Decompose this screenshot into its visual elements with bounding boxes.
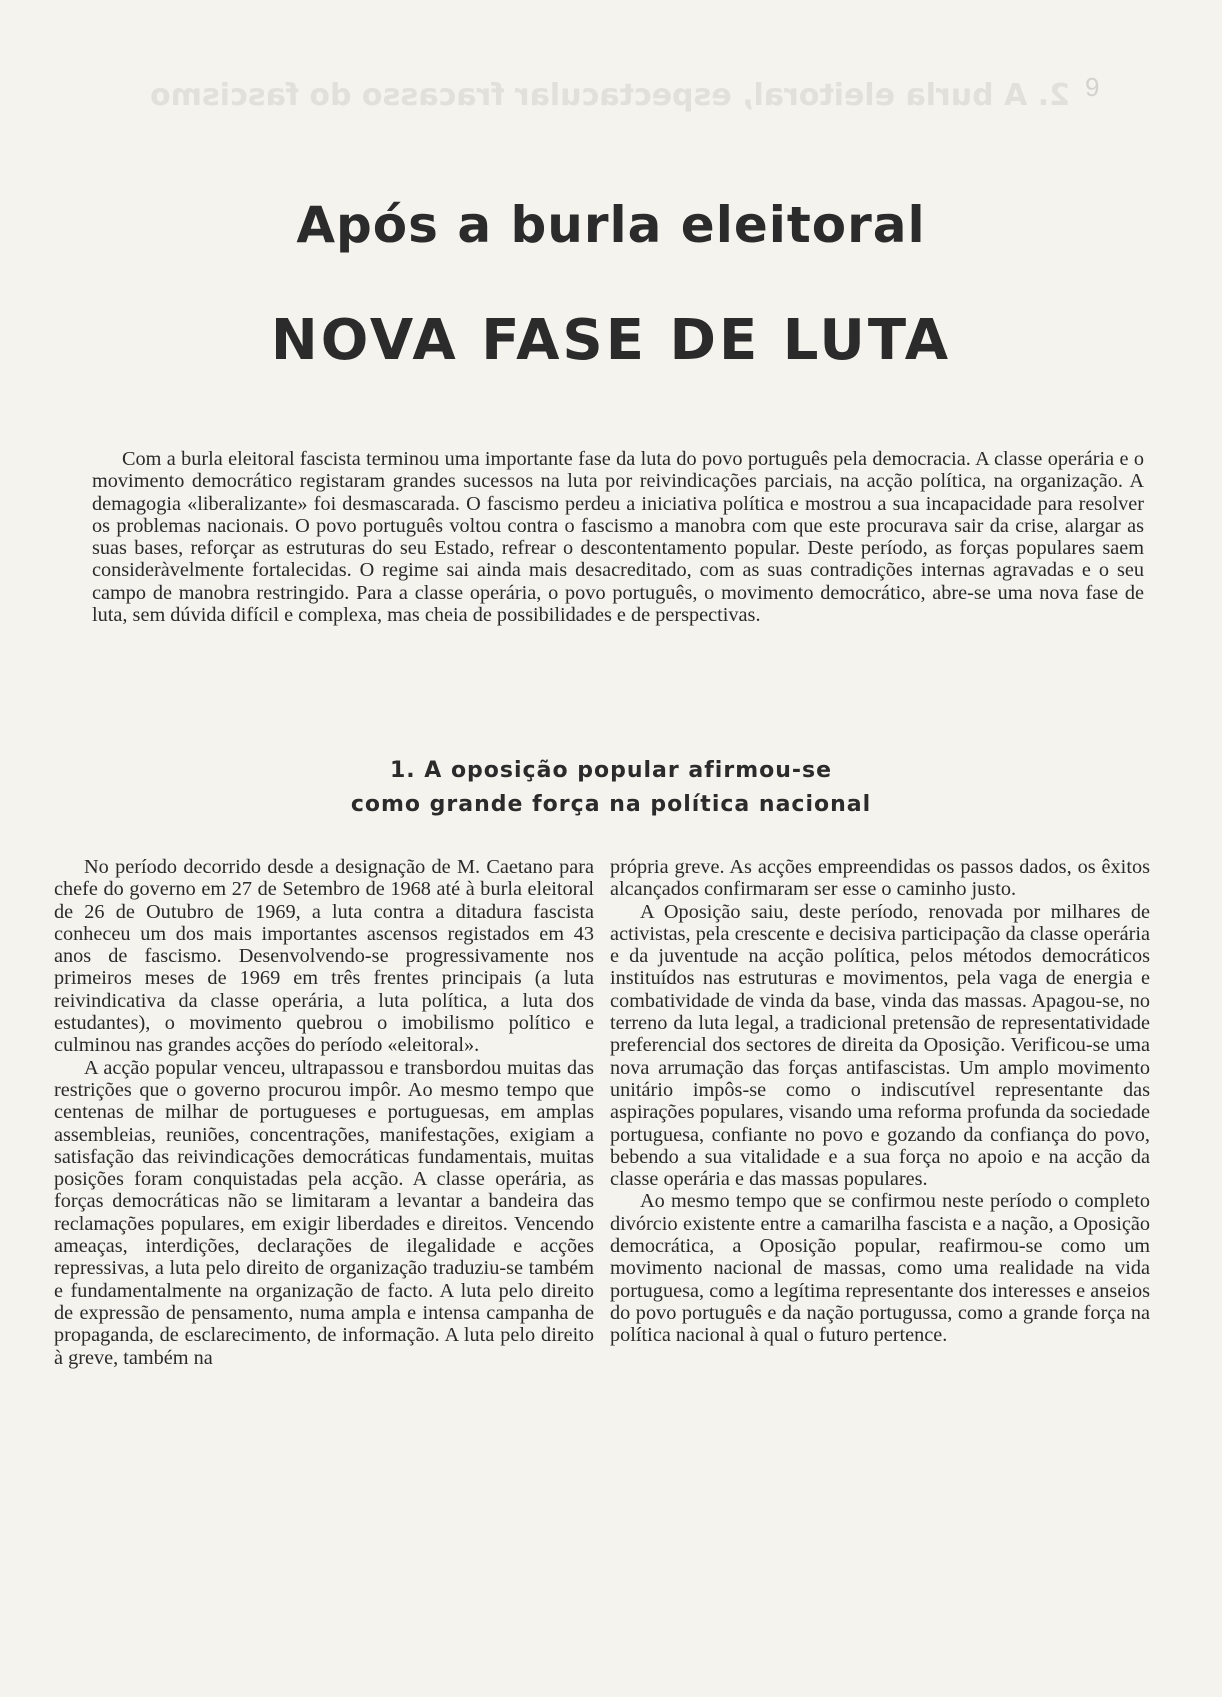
left-column [54, 856, 594, 1369]
intro-paragraph: Com a burla eleitoral fascista terminou uma importante fase da luta do povo português pela democracia. A classe operária e o movimento democrático registaram grandes sucessos na luta por reivindicações parciais, na acção política, na organização. A demagogia «liberalizante» foi desmascarada. O fascismo perdeu a iniciativa política e mostrou a sua incapacidade para resolver os problemas nacionais. O povo português voltou contra o fascismo a manobra com que este procurava sair da crise, alargar as suas bases, reforçar as estruturas do seu Estado, refrear o descontentamento popular. Deste período, as forças populares saem consideràvelmente fortalecidas. O regime sai ainda mais desacreditado, com as suas contradições internas agravadas e o seu campo de manobra restringido. Para a classe operária, o povo português, o movimento democrático, abre-se uma nova fase de luta, sem dúvida difícil e complexa, mas cheia de possibilidades e de perspectivas. [92, 448, 1144, 627]
headline-line-2: NOVA FASE DE LUTA [270, 308, 952, 373]
paragraph: A acção popular venceu, ultrapassou e transbordou muitas das restrições que o governo procurou impôr. Ao mesmo tempo que centenas de milhar de portugueses e portuguesas, em amplas assembleias, reuniões, concentrações, manifestações, exigiam a satisfação das reivindicações democráticas fundamentais, muitas posições foram conquistadas pela acção. A classe operária, as forças democráticas não se limitaram a levantar a bandeira das reclamações populares, em exigir liberdades e direitos. Vencendo ameaças, interdições, declarações de ilegalidade e acções repressivas, a luta pelo direito de organização traduziu-se também e fundamentalmente na organização de facto. A luta pelo direito de expressão de pensamento, numa ampla e intensa campanha de propaganda, de esclarecimento, de informação. A luta pelo direito à greve, também na [54, 1056, 594, 1369]
headline-line-1: Após a burla eleitoral [296, 196, 926, 254]
paragraph: No período decorrido desde a designação de M. Caetano para chefe do governo em 27 de Setembro de 1968 até à burla eleitoral de 26 de Outubro de 1969, a luta contra a ditadura fascista conheceu um dos mais importantes ascensos registados em 43 anos de fascismo. Desenvolvendo-se progressivamente nos primeiros meses de 1969 em três frentes principais (a luta reivindicativa da classe operária, a luta política, a luta dos estudantes), o movimento quebrou o imobilismo político e culminou nas grandes acções do período «eleitoral». [54, 856, 594, 1057]
paragraph: própria greve. As acções empreendidas os passos dados, os êxitos alcançados confirmaram ser esse o caminho justo. [610, 856, 1150, 901]
paragraph: Ao mesmo tempo que se confirmou neste período o completo divórcio existente entre a camarilha fascista e a nação, a Oposição democrática, a Oposição popular, reafirmou-se como um movimento nacional de massas, como uma realidade na vida portuguesa, como a legítima representante dos interesses e anseios do povo português e da nação portugussa, como a grande força na política nacional à qual o futuro pertence. [610, 1190, 1150, 1347]
right-column [610, 856, 1150, 1347]
bleed-through-text: 2. A burla eleitoral, espectacular fracasso do fascismo [149, 78, 1070, 113]
section-heading-line-2: como grande força na política nacional [350, 792, 872, 817]
page-number: 9 [1085, 72, 1100, 102]
paragraph: A Oposição saiu, deste período, renovada por milhares de activistas, pela crescente e decisiva participação da classe operária e da juventude na acção política, pelos métodos democráticos instituídos nas estruturas e movimentos, pela vaga de energia e combatividade de vinda da base, vinda das massas. Apagou-se, no terreno da luta legal, a tradicional pretensão de representatividade preferencial dos sectores de direita da Oposição. Verificou-se uma nova arrumação das forças antifascistas. Um amplo movimento unitário impôs-se como o indiscutível representante das aspirações populares, visando uma reforma profunda da sociedade portuguesa, confiante no povo e gozando da confiança do povo, bebendo a sua vitalidade e a sua força no apoio e na acção da classe operária e das massas populares. [610, 900, 1150, 1191]
section-heading-line-1: 1. A oposição popular afirmou-se [389, 758, 833, 783]
